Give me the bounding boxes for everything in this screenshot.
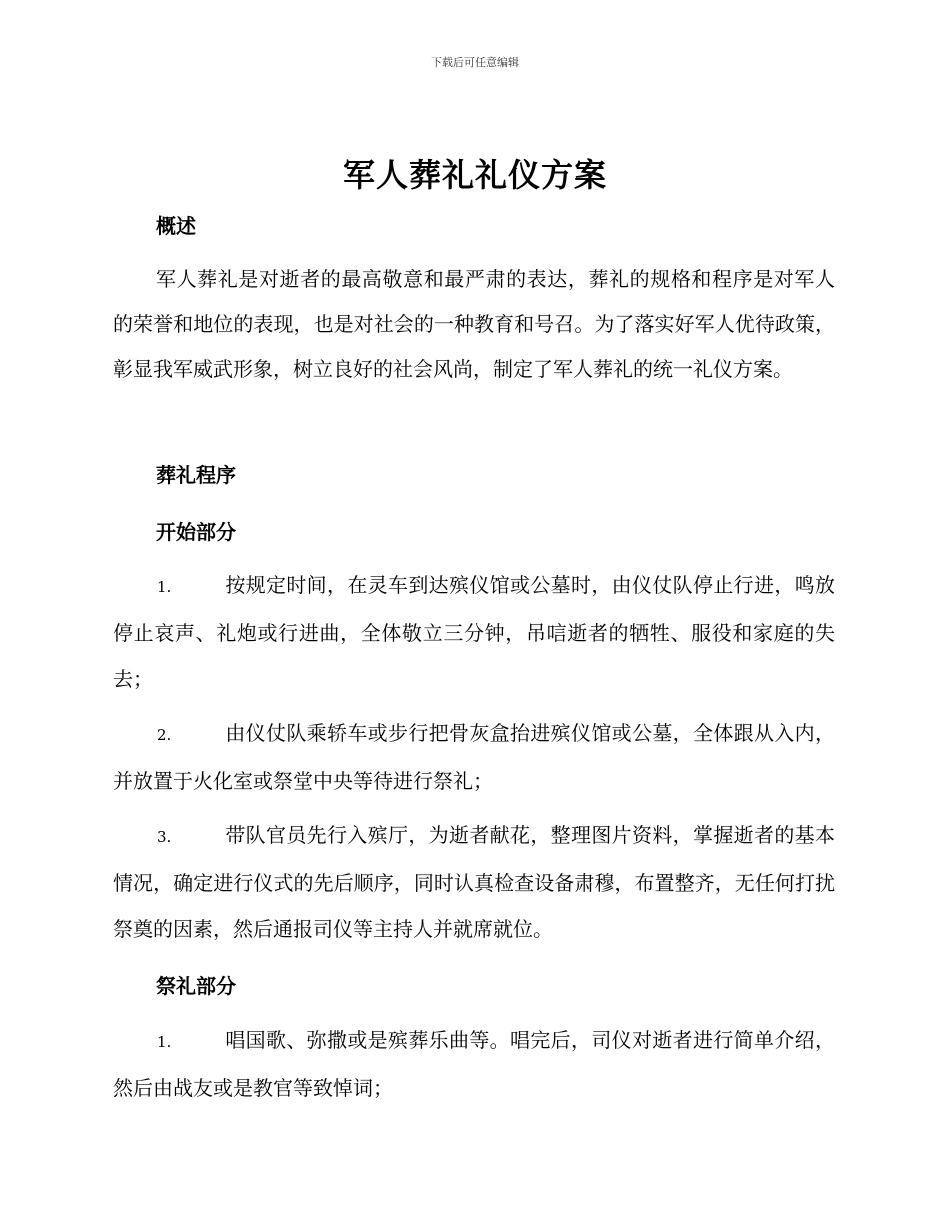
list-item-text: 带队官员先行入殡厅，为逝者献花，整理图片资料，掌握逝者的基本情况，确定进行仪式的先后顺序，同时认真检查设备肃穆，布置整齐，无任何打扰祭奠的因素，然后通报司仪等主持人并就席就位。 <box>113 823 835 941</box>
list-item-text: 由仪仗队乘轿车或步行把骨灰盒抬进殡仪馆或公墓，全体跟从入内，并放置于火化室或祭堂中央等待进行祭礼； <box>113 721 835 793</box>
document-title: 军人葬礼礼仪方案 <box>342 156 607 194</box>
section-heading-opening: 开始部分 <box>156 520 236 544</box>
list-item-text: 唱国歌、弥撒或是殡葬乐曲等。唱完后，司仪对逝者进行简单介绍，然后由战友或是教官等致悼词； <box>113 1028 835 1100</box>
list-item-number: 3. <box>157 828 172 846</box>
list-item <box>113 710 835 804</box>
header-note: 下载后可任意编辑 <box>431 56 519 69</box>
section-heading-ceremony: 祭礼部分 <box>156 974 236 998</box>
section-heading-overview: 概述 <box>156 214 196 238</box>
list-item <box>113 562 835 702</box>
overview-paragraph: 军人葬礼是对逝者的最高敬意和最严肃的表达，葬礼的规格和程序是对军人的荣誉和地位的表现，也是对社会的一种教育和号召。为了落实好军人优待政策，彰显我军威武形象，树立良好的社会风尚，制定了军人葬礼的统一礼仪方案。 <box>113 267 835 381</box>
list-item <box>113 812 835 952</box>
section-heading-procedure: 葬礼程序 <box>156 463 236 487</box>
list-item-number: 2. <box>157 726 172 744</box>
list-item-number: 1. <box>157 1033 172 1051</box>
list-item-text: 按规定时间，在灵车到达殡仪馆或公墓时，由仪仗队停止行进，鸣放停止哀声、礼炮或行进曲，全体敬立三分钟，吊唁逝者的牺牲、服役和家庭的失去； <box>113 573 835 691</box>
list-item <box>113 1017 835 1111</box>
list-item-number: 1. <box>157 578 172 596</box>
